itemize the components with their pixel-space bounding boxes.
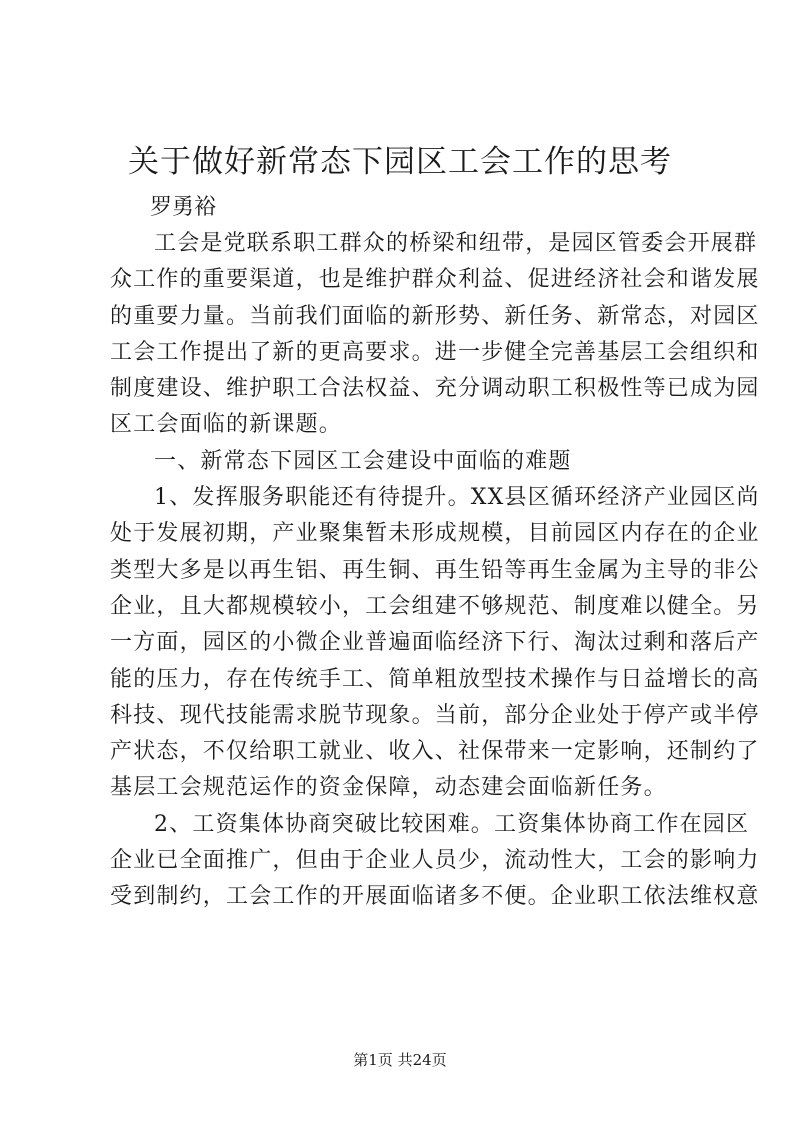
- text-line: 一方面，园区的小微企业普遍面临经济下行、淘汰过剩和落后产: [110, 630, 760, 656]
- text-line: 企业，且大都规模较小，工会组建不够规范、制度难以健全。另: [110, 593, 760, 619]
- text-line: 基层工会规范运作的资金保障，动态建会面临新任务。: [110, 775, 667, 801]
- paragraph-point-2: [110, 807, 760, 916]
- page-number-footer: 第1页 共24页: [353, 1051, 447, 1069]
- paragraph-point-1: [110, 480, 760, 807]
- text-line: 区工会面临的新课题。: [110, 412, 343, 438]
- text-line: 能的压力，存在传统手工、简单粗放型技术操作与日益增长的高: [110, 666, 760, 692]
- text-line: 产状态，不仅给职工就业、收入、社保带来一定影响，还制约了: [110, 739, 760, 765]
- text-line: 科技、现代技能需求脱节现象。当前，部分企业处于停产或半停: [110, 702, 760, 728]
- text-line: 工会工作提出了新的更高要求。进一步健全完善基层工会组织和: [110, 339, 760, 365]
- text-line: 1、发挥服务职能还有待提升。XX县区循环经济产业园区尚: [154, 485, 760, 511]
- text-line: 的重要力量。当前我们面临的新形势、新任务、新常态，对园区: [110, 303, 760, 329]
- text-line: 2、工资集体协商突破比较困难。工资集体协商工作在园区: [154, 811, 750, 837]
- text-line: 企业已全面推广，但由于企业人员少，流动性大，工会的影响力: [110, 848, 760, 874]
- paragraph-intro: [110, 226, 760, 444]
- document-title: 关于做好新常态下园区工会工作的思考: [128, 144, 672, 180]
- text-line: 处于发展初期，产业聚集暂未形成规模，目前园区内存在的企业: [110, 521, 760, 547]
- text-line: 工会是党联系职工群众的桥梁和纽带，是园区管委会开展群: [154, 231, 758, 256]
- document-body: [110, 226, 760, 916]
- author-name: 罗勇裕: [150, 195, 217, 220]
- text-line: 众工作的重要渠道，也是维护群众利益、促进经济社会和谐发展: [110, 267, 760, 293]
- text-line: 类型大多是以再生铝、再生铜、再生铅等再生金属为主导的非公: [110, 557, 760, 583]
- text-line: 制度建设、维护职工合法权益、充分调动职工积极性等已成为园: [110, 376, 760, 402]
- text-line: 受到制约，工会工作的开展面临诸多不便。企业职工依法维权意: [110, 884, 760, 910]
- section-heading: [110, 444, 700, 480]
- text-line: 一、新常态下园区工会建设中面临的难题: [154, 448, 572, 474]
